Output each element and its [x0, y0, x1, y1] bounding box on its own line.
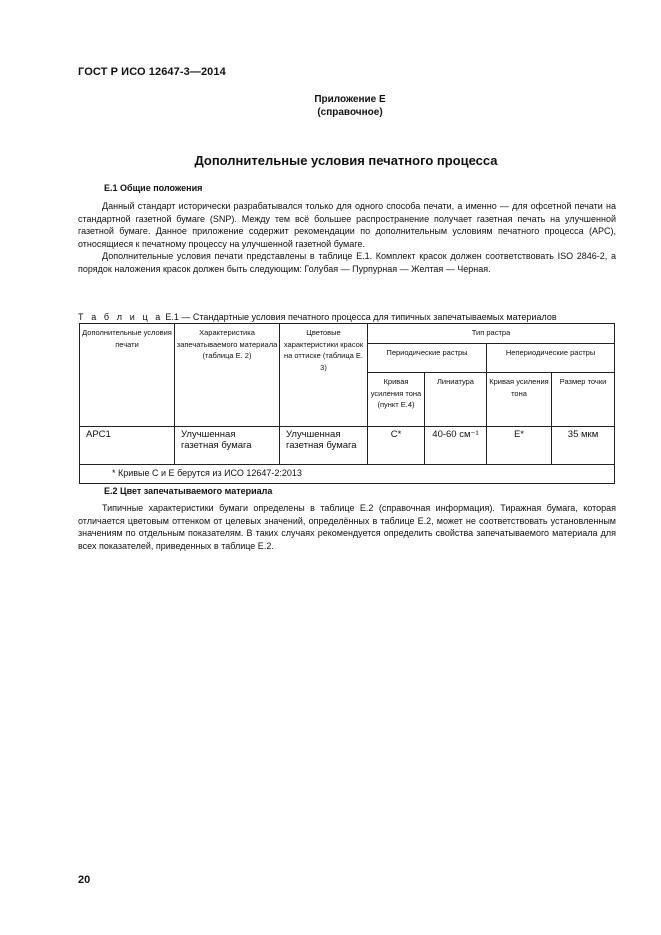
header-material-characteristic: Характеристика запечатываемого материала (таблица E. 2) — [175, 324, 280, 427]
section1-body — [78, 200, 616, 275]
table-footnote: * Кривые C и E берутся из ИСО 12647-2:2013 — [80, 465, 615, 484]
table-caption-text: E.1 — Стандартные условия печатного процесса для типичных запечатываемых материалов — [162, 312, 557, 322]
cell-ink: Улучшенная газетная бумага — [280, 427, 368, 465]
cell-tone-curve-periodic: C* — [368, 427, 425, 465]
cell-lineature: 40-60 см⁻¹ — [425, 427, 487, 465]
annex-heading — [200, 93, 500, 119]
header-dot-size: Размер точки — [552, 373, 615, 427]
main-title: Дополнительные условия печатного процесса — [194, 153, 498, 168]
header-tone-curve-nonperiodic: Кривая усиления тона — [487, 373, 552, 427]
header-raster-type: Тип растра — [368, 324, 615, 344]
section1-paragraph-2: Дополнительные условия печати представлены в таблице E.1. Комплект красок должен соответствовать ISO 2846-2, а порядок наложения красок должен быть следующим: Голубая — Пурпурная — Желтая — Черная. — [78, 251, 616, 274]
table-caption — [78, 312, 557, 322]
section1-heading: E.1 Общие положения — [104, 183, 203, 193]
cell-paper: Улучшенная газетная бумага — [175, 427, 280, 465]
section1-paragraph-1: Данный стандарт исторически разрабатывался только для одного способа печати, а именно — для офсетной печати на стандартной газетной бумаге (SNP). Между тем всё большее распространение получает газетная печать на улучшенной газетной бумаге. Данное приложение содержит рекомендации по дополнительным условиям печатного процесса (APC), относящиеся к печатному процессу на улучшенной газетной бумаге. — [78, 201, 616, 249]
cell-condition: APC1 — [80, 427, 175, 465]
section2-heading: E.2 Цвет запечатываемого материала — [104, 486, 273, 496]
header-additional-conditions: Дополнительные условия печати — [80, 324, 175, 427]
section2-paragraph-1: Типичные характеристики бумаги определены в таблице E.2 (справочная информация). Тиражная бумага, которая отличается цветовым оттенком от целевых значений, определённых в таблице E.2, может не соответствовать установленным значениям по отдельным показателям. В таких случаях рекомендуется определить свойства запечатываемого материала для всех показателей, приведенных в таблице E.2. — [78, 503, 616, 551]
cell-dot-size: 35 мкм — [552, 427, 615, 465]
table-row — [80, 427, 615, 465]
conditions-table — [79, 323, 615, 484]
header-periodic-rasters: Периодические растры — [368, 344, 487, 373]
annex-type: (справочное) — [317, 107, 383, 118]
header-tone-curve-periodic: Кривая усиления тона (пункт E.4) — [368, 373, 425, 427]
header-color-characteristics: Цветовые характеристики красок на оттиске (таблица E. 3) — [280, 324, 368, 427]
header-lineature: Линиатура — [425, 373, 487, 427]
document-header: ГОСТ Р ИСО 12647-3—2014 — [78, 66, 226, 78]
page-number: 20 — [78, 874, 91, 886]
annex-title: Приложение E — [314, 94, 386, 105]
table-caption-prefix: Т а б л и ц а — [78, 312, 163, 322]
header-nonperiodic-rasters: Непериодические растры — [487, 344, 615, 373]
cell-tone-curve-nonperiodic: E* — [487, 427, 552, 465]
section2-body — [78, 502, 616, 552]
